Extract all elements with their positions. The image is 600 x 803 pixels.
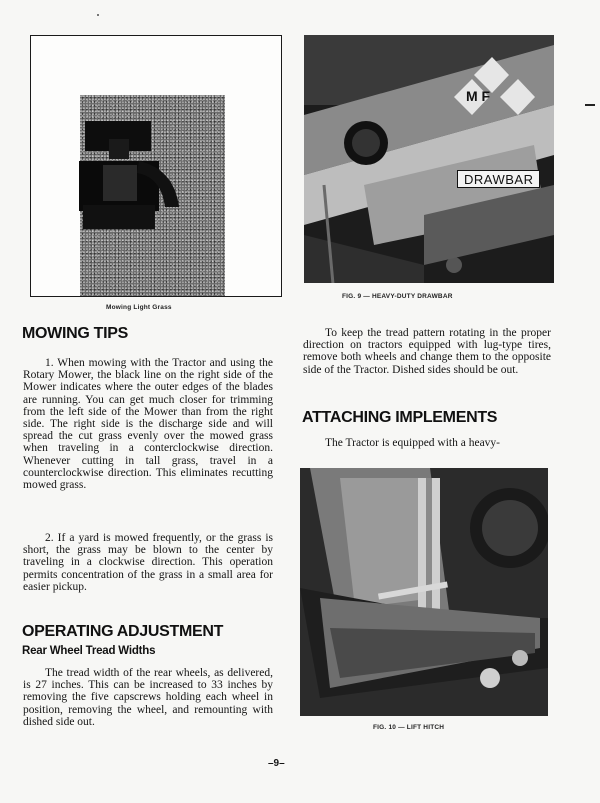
- operating-adjustment-heading: OPERATING ADJUSTMENT: [22, 623, 224, 640]
- tread-width-paragraph: The tread width of the rear wheels, as delivered, is 27 inches. This can be increased to 33 inches by removing the five capscrews holding each wheel in position, removing the wheel, and remounting with dished side out.: [23, 667, 273, 728]
- mowing-light-grass-photo: [30, 35, 282, 297]
- attaching-implements-heading: ATTACHING IMPLEMENTS: [302, 409, 498, 426]
- mf-logo-text: M F: [466, 88, 491, 104]
- lift-hitch-photo: [300, 468, 548, 716]
- mowing-tips-heading: MOWING TIPS: [22, 325, 129, 342]
- lift-hitch-photo-image: [300, 468, 548, 716]
- drawbar-photo-image: [304, 35, 554, 283]
- mowing-light-grass-caption: Mowing Light Grass: [106, 304, 172, 311]
- heavy-duty-drawbar-photo: [304, 35, 554, 283]
- tread-pattern-paragraph: To keep the tread pattern rotating in the proper direction on tractors equipped with lug-type tires, remove both wheels and change them to the opposite side of the Tractor. Dished sides should be out.: [303, 327, 551, 376]
- fig9-caption: FIG. 9 — HEAVY-DUTY DRAWBAR: [342, 293, 453, 300]
- margin-mark: [585, 104, 595, 106]
- mowing-tip-2: 2. If a yard is mowed frequently, or the grass is short, the grass may be blown to the center by traveling in a clockwise direction. This operation permits concentration of the grass in a small area for easier pickup.: [23, 532, 273, 593]
- scan-speck: [97, 14, 99, 16]
- tractor-top-view-image: [79, 121, 179, 231]
- attaching-implements-paragraph: The Tractor is equipped with a heavy-: [325, 437, 501, 449]
- rear-wheel-tread-subheading: Rear Wheel Tread Widths: [22, 645, 156, 657]
- page-number: –9–: [268, 758, 285, 769]
- drawbar-label: DRAWBAR: [457, 170, 540, 188]
- mowing-tip-1: 1. When mowing with the Tractor and using the Rotary Mower, the black line on the right side of the Mower indicates where the outer edges of the blades are running. You can get much closer for trimming from the left side of the Mower than from the right side. The right side is the discharge side and will spread the cut grass evenly over the mowed grass when traveling in a conterclockwise direction. Whenever cutting in tall grass, travel in a counterclockwise direction. This eliminates recutting mowed grass.: [23, 357, 273, 492]
- fig10-caption: FIG. 10 — LIFT HITCH: [373, 724, 445, 731]
